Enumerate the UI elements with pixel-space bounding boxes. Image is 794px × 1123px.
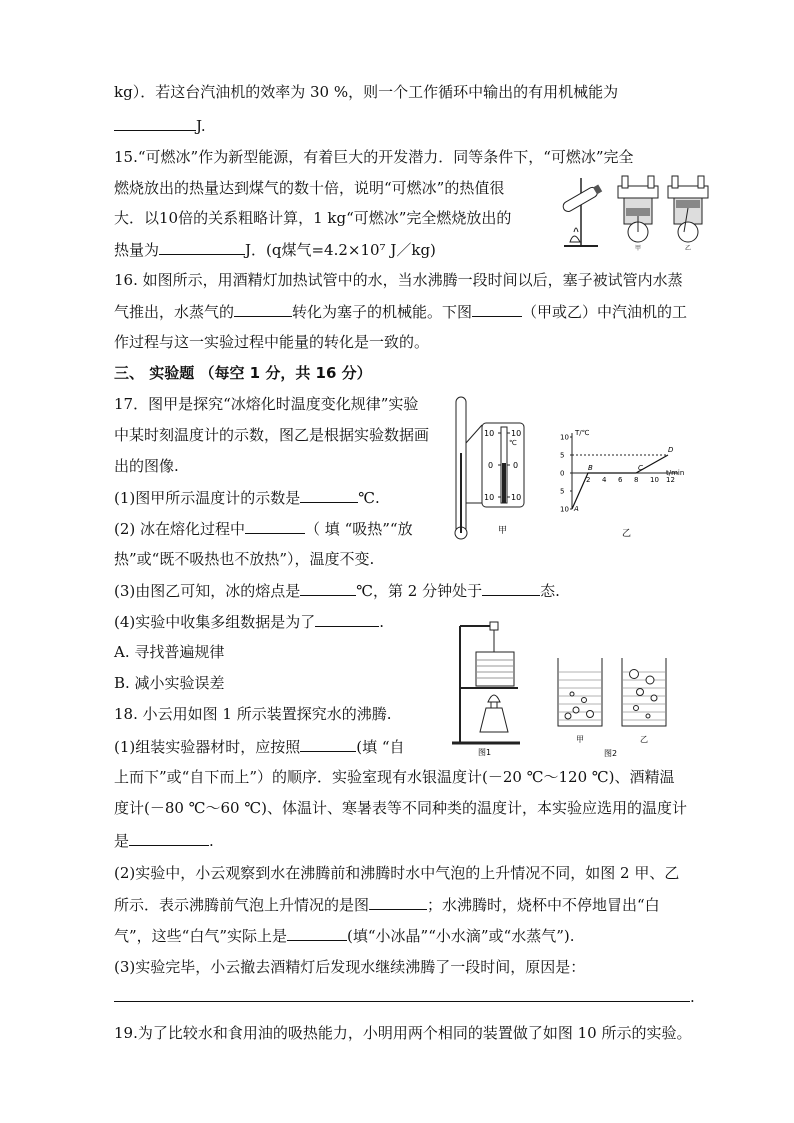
thermo-caption: 甲 <box>498 526 508 536</box>
graph-y-tick-label: 5 <box>560 487 565 496</box>
graph-x-tick-label: 10 <box>650 476 659 484</box>
thermo-label-0a: 0 <box>488 461 494 470</box>
graph-point-label: D <box>668 446 674 454</box>
q17-q1-unit: ℃. <box>358 489 380 507</box>
thermo-label-10c: 10 <box>484 493 495 502</box>
q17-q3-text-c: 态. <box>540 582 560 600</box>
q18-blank-1[interactable] <box>300 736 356 752</box>
q18-line7 <box>114 894 660 915</box>
q17-q4-text: (4)实验中收集多组数据是为了 <box>114 613 316 631</box>
graph-ylabel: T/℃ <box>575 429 590 437</box>
fig2-yi-label: 乙 <box>640 735 648 744</box>
q19-line1: 19.为了比较水和食用油的吸热能力，小明用两个相同的装置做了如图 10 所示的实验。 <box>114 1024 692 1042</box>
q17-line2: 中某时刻温度计的示数，图乙是根据实验数据画 <box>114 426 430 444</box>
graph-x-tick-label: 6 <box>618 476 623 484</box>
q16-text-c: （甲或乙）中汽油机的工 <box>522 303 688 321</box>
q17-line3: 出的图像. <box>114 457 179 475</box>
engine-yi-icon <box>668 176 708 242</box>
q18-blank-5[interactable] <box>114 986 690 1002</box>
q17-line6: 热”或“既不吸热也不放热”），温度不变. <box>114 550 375 568</box>
q14-line2 <box>114 115 206 136</box>
q14-line1: kg）．若这台汽油机的效率为 30 %，则一个工作循环中输出的有用机械能为 <box>114 83 619 101</box>
q17-blank-3[interactable] <box>300 580 356 596</box>
q18-line9: (3)实验完毕，小云撤去酒精灯后发现水继续沸腾了一段时间，原因是： <box>114 958 586 976</box>
q17-temperature-graph <box>552 426 702 541</box>
graph-xlabel: t/min <box>666 469 685 477</box>
q17-q2-text: (2) 冰在熔化过程中 <box>114 520 246 538</box>
q18-line5 <box>114 830 214 851</box>
q15-line2: 燃烧放出的热量达到煤气的数十倍，说明“可燃冰”的热值很 <box>114 179 505 197</box>
q18-blank-2[interactable] <box>129 830 209 846</box>
q17-blank-4[interactable] <box>482 580 540 596</box>
q18-q1-end: . <box>209 832 214 850</box>
thermo-label-10a: 10 <box>484 429 495 438</box>
graph-caption: 乙 <box>622 529 632 539</box>
q16-line3: 作过程与这一实验过程中能量的转化是一致的。 <box>114 333 430 351</box>
q18-line3: 上而下”或“自下而上”）的顺序．实验室现有水银温度计(－20 ℃～120 ℃)、酒精温 <box>114 768 675 786</box>
q17-blank-5[interactable] <box>315 611 379 627</box>
graph-y-tick-label: 0 <box>560 469 565 478</box>
q14-blank[interactable] <box>114 115 196 131</box>
q17-line1: 17．图甲是探究“冰熔化时温度变化规律”实验 <box>114 395 419 413</box>
q16-text-a: 气推出，水蒸气的 <box>114 303 235 321</box>
section-3-heading: 三、 实验题 （每空 1 分，共 16 分） <box>114 364 372 382</box>
thermo-label-10b: 10 <box>511 429 522 438</box>
q16-blank-2[interactable] <box>472 301 522 317</box>
graph-x-tick-label: 12 <box>666 476 675 484</box>
q17-q1-text: (1)图甲所示温度计的示数是 <box>114 489 301 507</box>
engine-jia-label: 甲 <box>635 245 642 252</box>
q18-blank-4[interactable] <box>287 925 347 941</box>
q15-unit: J．(q煤气=4.2×10⁷ J／kg) <box>245 241 436 259</box>
q18-q1-text-c: 是 <box>114 832 130 850</box>
q14-unit: J. <box>196 117 206 135</box>
q17-option-b: B. 减小实验误差 <box>114 674 225 692</box>
graph-x-tick-label: 4 <box>602 476 607 484</box>
beaker-jia-icon <box>558 658 602 726</box>
q17-option-a: A. 寻找普遍规律 <box>114 643 225 661</box>
q15-line4 <box>114 239 436 260</box>
q16-figure <box>556 170 716 252</box>
q17-blank-1[interactable] <box>300 487 358 503</box>
q16-blank-1[interactable] <box>234 301 292 317</box>
q18-q3-end: . <box>690 988 695 1006</box>
q18-q1-text-b: (填 “自 <box>356 738 405 756</box>
fig1-caption: 图1 <box>478 748 492 757</box>
graph-y-tick-label: 5 <box>560 451 565 460</box>
q18-q2-text-d: (填“小冰晶”“小水滴”或“水蒸气”). <box>347 927 575 945</box>
q17-thermometer-figure <box>446 393 536 545</box>
q18-figure-1 <box>448 616 530 760</box>
q17-line8 <box>114 611 384 632</box>
fig2-jia-label: 甲 <box>576 735 584 744</box>
q17-q4-end: . <box>379 613 385 631</box>
q15-line1: 15.“可燃冰”作为新型能源，有着巨大的开发潜力．同等条件下，“可燃冰”完全 <box>114 148 634 166</box>
graph-point-label: B <box>588 464 593 472</box>
q18-q2-text: 所示．表示沸腾前气泡上升情况的是图 <box>114 896 370 914</box>
graph-y-tick-label: 10 <box>560 505 569 514</box>
q17-q2-opts: （ 填 “吸热”“放 <box>305 520 413 538</box>
q18-line4: 度计(－80 ℃～60 ℃)、体温计、寒暑表等不同种类的温度计，本实验应选用的温度计 <box>114 799 687 817</box>
q17-line5 <box>114 518 413 539</box>
q18-q2-text-c: 气”，这些“白气”实际上是 <box>114 927 288 945</box>
graph-point-label: C <box>638 464 643 472</box>
engine-yi-label: 乙 <box>685 245 692 252</box>
q18-line2 <box>114 736 405 757</box>
q18-q1-text: (1)组装实验器材时，应按照 <box>114 738 301 756</box>
thermo-label-0b: 0 <box>513 461 519 470</box>
graph-x-tick-label: 2 <box>586 476 591 484</box>
graph-x-tick-label: 8 <box>634 476 639 484</box>
q18-figure-2 <box>550 654 678 762</box>
graph-y-tick-label: 10 <box>560 433 569 442</box>
thermo-unit: ℃ <box>509 439 517 447</box>
q18-line1: 18. 小云用如图 1 所示装置探究水的沸腾. <box>114 705 392 723</box>
graph-point-label: A <box>574 505 579 513</box>
q17-q3-text-b: ℃，第 2 分钟处于 <box>356 582 483 600</box>
thermo-label-10d: 10 <box>511 493 522 502</box>
q16-text-b: 转化为塞子的机械能。下图 <box>292 303 473 321</box>
engine-jia-icon <box>618 176 658 242</box>
q16-line1: 16. 如图所示，用酒精灯加热试管中的水，当水沸腾一段时间以后，塞子被试管内水蒸 <box>114 271 683 289</box>
q15-heat-label: 热量为 <box>114 241 160 259</box>
q17-q3-text: (3)由图乙可知，冰的熔点是 <box>114 582 301 600</box>
q18-blank-3[interactable] <box>369 894 427 910</box>
fig2-caption: 图2 <box>604 749 618 758</box>
q15-line3: 大．以10倍的关系粗略计算，1 kg“可燃冰”完全燃烧放出的 <box>114 209 512 227</box>
q17-line4 <box>114 487 380 508</box>
q18-line8 <box>114 925 575 946</box>
q17-blank-2[interactable] <box>245 518 305 534</box>
q18-line6: (2)实验中，小云观察到水在沸腾前和沸腾时水中气泡的上升情况不同，如图 2 甲、乙 <box>114 864 680 882</box>
beaker-yi-icon <box>622 658 666 726</box>
q18-line10 <box>114 986 695 1007</box>
q15-blank[interactable] <box>159 239 245 255</box>
q17-line7 <box>114 580 560 601</box>
q16-line2 <box>114 301 687 322</box>
q18-q2-text-b: ；水沸腾时，烧杯中不停地冒出“白 <box>427 896 660 914</box>
